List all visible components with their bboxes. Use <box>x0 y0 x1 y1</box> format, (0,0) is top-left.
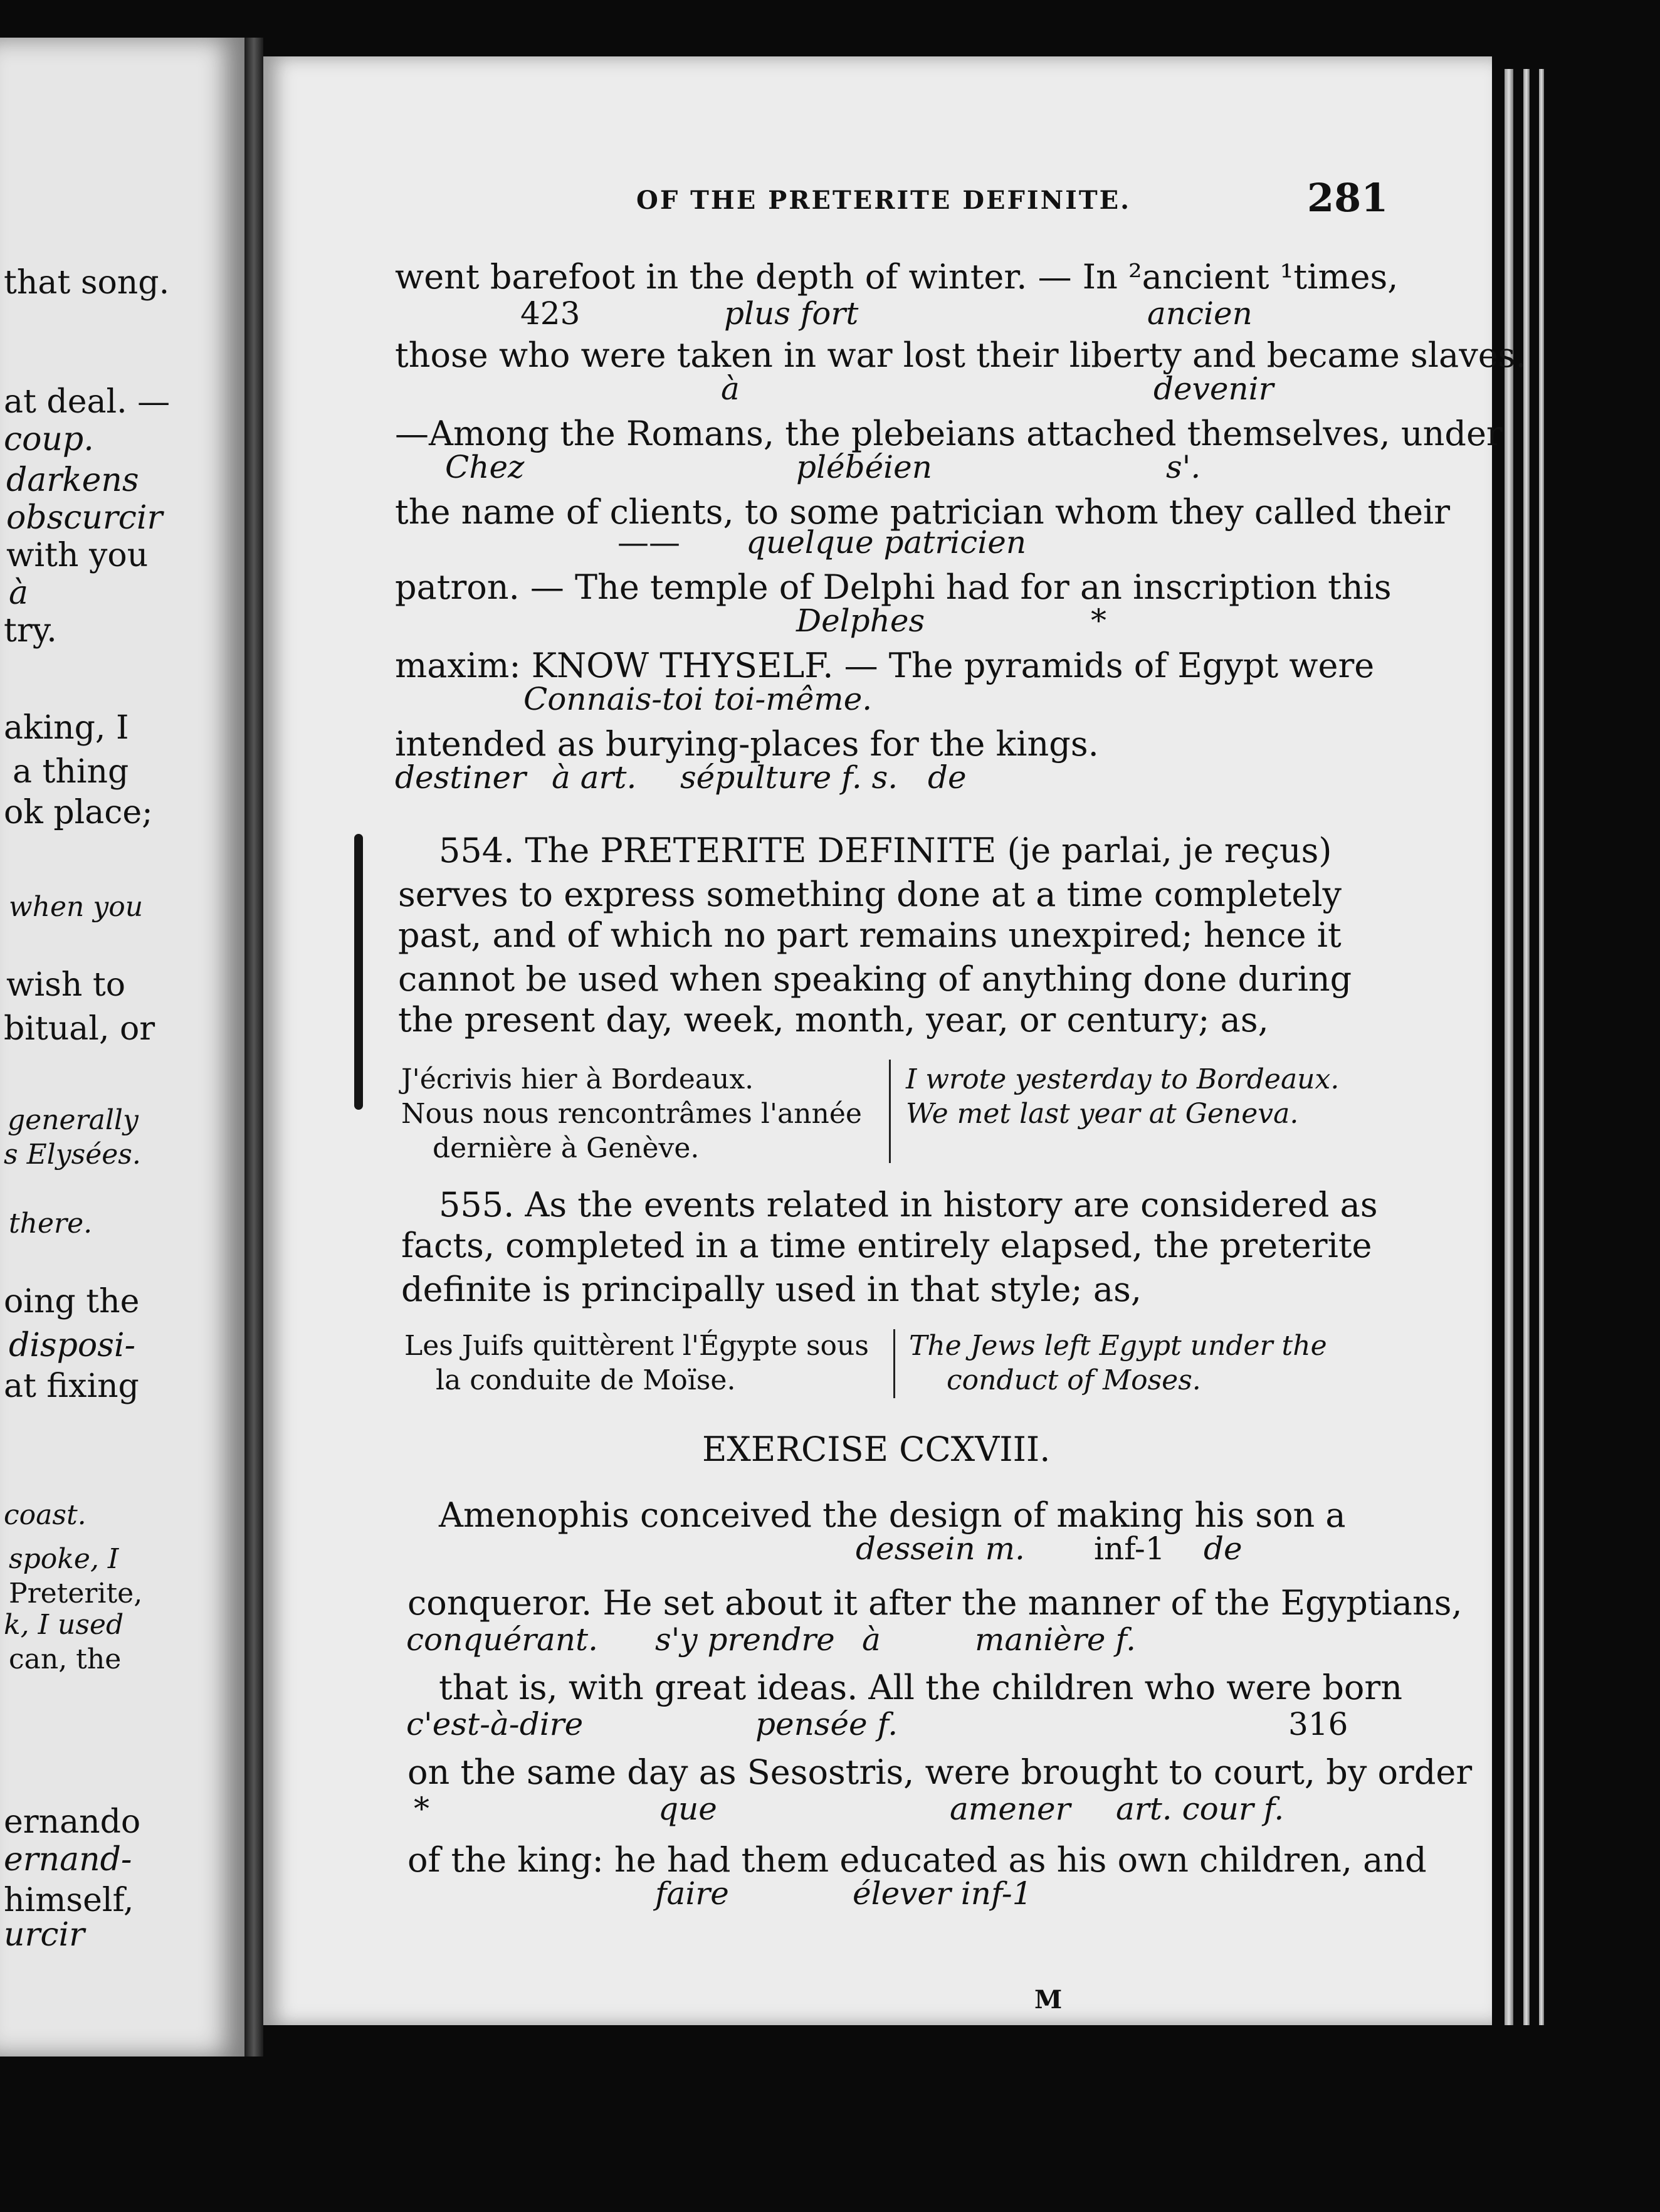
gloss: faire <box>655 1875 729 1912</box>
gloss: à <box>862 1621 881 1658</box>
left-line: aking, I <box>4 709 129 747</box>
gloss: s'y prendre <box>655 1621 835 1658</box>
exercise-heading: EXERCISE CCXVIII. <box>702 1430 1051 1469</box>
gloss: * <box>414 1791 429 1827</box>
gloss: art. cour f. <box>1116 1791 1284 1827</box>
section-554-line: the present day, week, month, year, or century; as, <box>398 1000 1269 1040</box>
left-line: darkens <box>6 461 139 499</box>
gloss: pensée f. <box>755 1706 898 1742</box>
gloss: à art. <box>552 759 637 796</box>
gloss: c'est-à-dire <box>406 1706 584 1742</box>
left-line: à <box>9 574 29 612</box>
gloss: amener <box>950 1791 1071 1827</box>
book-gutter <box>244 38 263 2057</box>
exercise-line: that is, with great ideas. All the children who were born <box>439 1668 1403 1707</box>
left-line: try. <box>4 612 57 650</box>
column-divider <box>893 1329 895 1398</box>
left-line: oing the <box>4 1283 140 1320</box>
gloss: dessein m. <box>856 1530 1025 1567</box>
section-554-line: cannot be used when speaking of anything done during <box>398 959 1352 999</box>
example-english: I wrote yesterday to Bordeaux. <box>906 1063 1340 1095</box>
section-555-line: definite is principally used in that style; as, <box>401 1270 1142 1309</box>
gloss: s'. <box>1166 449 1201 485</box>
section-555-line: 555. As the events related in history are considered as <box>439 1185 1378 1224</box>
section-555-line: facts, completed in a time entirely elapsed, the preterite <box>401 1226 1372 1265</box>
example-french: Les Juifs quittèrent l'Égypte sous <box>404 1330 869 1362</box>
example-french: Nous nous rencontrâmes l'année <box>401 1098 862 1130</box>
left-line: wish to <box>6 966 126 1004</box>
gloss: devenir <box>1153 371 1274 407</box>
section-554-line: 554. The PRETERITE DEFINITE (je parlai, je reçus) <box>439 831 1332 870</box>
gloss: destiner <box>395 759 527 796</box>
left-line: can, the <box>9 1643 122 1675</box>
exercise-line: on the same day as Sesostris, were brought to court, by order <box>407 1752 1473 1792</box>
gloss: 316 <box>1288 1706 1348 1742</box>
left-line: that song. <box>4 264 170 302</box>
gloss: Connais-toi toi-même. <box>523 681 873 717</box>
signature-mark: M <box>1034 1985 1063 2014</box>
left-line: urcir <box>4 1916 85 1954</box>
gloss: plébéien <box>796 449 932 485</box>
gloss: à <box>721 371 740 407</box>
left-line: bitual, or <box>4 1010 155 1048</box>
left-line: a thing <box>13 753 129 791</box>
gloss: 423 <box>520 295 580 332</box>
left-line: Preterite, <box>9 1577 143 1609</box>
example-english: The Jews left Egypt under the <box>909 1330 1327 1362</box>
gloss: manière f. <box>975 1621 1137 1658</box>
left-line: ernando <box>4 1803 141 1841</box>
left-line: with you <box>6 537 149 574</box>
left-line: ernand- <box>4 1841 132 1878</box>
page-number: 281 <box>1307 175 1389 221</box>
gloss: conquérant. <box>406 1621 599 1658</box>
left-line: when you <box>9 891 144 923</box>
gloss: —— <box>617 524 680 561</box>
left-line: there. <box>9 1208 93 1240</box>
left-line: spoke, I <box>9 1543 119 1575</box>
left-line: himself, <box>4 1882 134 1919</box>
gloss: quelque patricien <box>746 524 1027 561</box>
gloss: plus fort <box>724 295 859 332</box>
gloss: Delphes <box>796 603 925 639</box>
example-french: la conduite de Moïse. <box>436 1364 736 1396</box>
margin-bracket-mark <box>354 834 363 1110</box>
exercise-line: those who were taken in war lost their liberty and became slaves. <box>395 335 1526 375</box>
example-english: We met last year at Geneva. <box>906 1098 1299 1130</box>
exercise-line: intended as burying-places for the kings. <box>395 724 1099 764</box>
gloss: inf-1 <box>1094 1530 1165 1567</box>
gloss: que <box>658 1791 717 1827</box>
exercise-line: conqueror. He set about it after the manner of the Egyptians, <box>407 1583 1463 1623</box>
left-line: coast. <box>4 1499 87 1531</box>
left-line: obscurcir <box>6 499 163 537</box>
left-line: coup. <box>4 421 94 458</box>
left-page <box>0 38 244 2057</box>
exercise-line: of the king: he had them educated as his own children, and <box>407 1840 1427 1880</box>
example-english: conduct of Moses. <box>947 1364 1201 1396</box>
exercise-line: the name of clients, to some patrician whom they called their <box>395 492 1451 532</box>
exercise-line: Amenophis conceived the design of making his son a <box>439 1495 1346 1535</box>
exercise-line: maxim: KNOW THYSELF. — The pyramids of Egypt were <box>395 646 1375 685</box>
gloss: élever inf-1 <box>853 1875 1032 1912</box>
gloss: sépulture f. s. <box>680 759 898 796</box>
gloss: de <box>1204 1530 1242 1567</box>
left-line: at fixing <box>4 1367 139 1405</box>
gloss: ancien <box>1147 295 1253 332</box>
left-line: k, I used <box>4 1609 124 1641</box>
gloss: de <box>928 759 967 796</box>
gloss: Chez <box>445 449 525 485</box>
left-line: disposi- <box>9 1327 136 1364</box>
example-french: dernière à Genève. <box>433 1132 700 1164</box>
section-554-line: serves to express something done at a time completely <box>398 875 1342 914</box>
left-line: generally <box>8 1104 139 1136</box>
gloss: * <box>1091 603 1106 639</box>
column-divider <box>889 1060 891 1163</box>
section-554-line: past, and of which no part remains unexpired; hence it <box>398 915 1342 955</box>
exercise-line: —Among the Romans, the plebeians attached themselves, under <box>395 414 1503 453</box>
left-line: at deal. — <box>4 383 171 421</box>
example-french: J'écrivis hier à Bordeaux. <box>401 1063 754 1095</box>
running-title: OF THE PRETERITE DEFINITE. <box>636 186 1132 215</box>
exercise-line: went barefoot in the depth of winter. — In ²ancient ¹times, <box>395 257 1399 297</box>
left-line: s Elysées. <box>4 1139 141 1171</box>
exercise-line: patron. — The temple of Delphi had for an inscription this <box>395 567 1392 607</box>
page-edge <box>1539 69 1544 2025</box>
left-line: ok place; <box>4 794 153 831</box>
